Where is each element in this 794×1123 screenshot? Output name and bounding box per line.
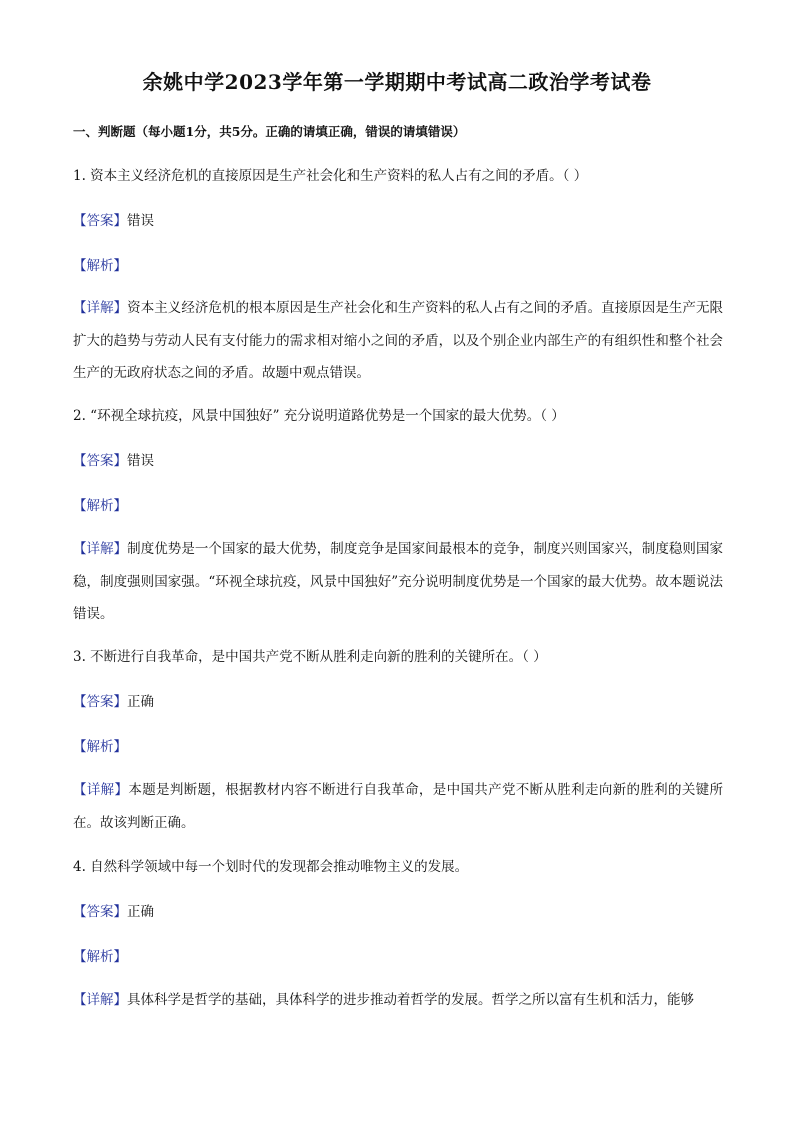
question-3-stem: 3. 不断进行自我革命，是中国共产党不断从胜利走向新的胜利的关键所在。（ ） <box>73 649 547 665</box>
detail-text: 本题是判断题，根据教材内容不断进行自我革命，是中国共产党不断从胜利走向新的胜利的关键所在。故该判断正确。 <box>73 782 724 831</box>
analysis-label: 【解析】 <box>73 949 127 965</box>
question-1-stem: 1. 资本主义经济危机的直接原因是生产社会化和生产资料的私人占有之间的矛盾。（ ） <box>73 168 588 184</box>
question-4-detail <box>73 984 723 1017</box>
question-4-stem: 4. 自然科学领域中每一个划时代的发现都会推动唯物主义的发展。 <box>73 859 469 875</box>
question-1-detail <box>73 292 723 390</box>
section-heading: 一、判断题（每小题1分，共5分。正确的请填正确，错误的请填错误） <box>73 124 466 139</box>
question-2-detail <box>73 533 723 631</box>
answer-value: 正确 <box>127 904 154 920</box>
detail-text: 制度优势是一个国家的最大优势，制度竞争是国家间最根本的竞争，制度兴则国家兴，制度稳则国家稳，制度强则国家强。“环视全球抗疫，风景中国独好”充分说明制度优势是一个国家的最大优势。故本题说法错误。 <box>73 541 724 622</box>
analysis-label: 【解析】 <box>73 739 127 755</box>
question-1-answer <box>73 205 733 237</box>
answer-label: 【答案】 <box>73 213 127 229</box>
detail-label: 【详解】 <box>73 782 129 798</box>
answer-value: 错误 <box>127 453 154 469</box>
detail-label: 【详解】 <box>73 541 128 557</box>
question-3-detail <box>73 774 723 839</box>
analysis-label: 【解析】 <box>73 498 127 514</box>
question-2-analysis <box>73 490 733 522</box>
detail-label: 【详解】 <box>73 300 128 316</box>
exam-title: 余姚中学2023学年第一学期期中考试高二政治学考试卷 <box>142 70 652 94</box>
question-2-answer <box>73 445 733 477</box>
answer-label: 【答案】 <box>73 453 127 469</box>
answer-value: 错误 <box>127 213 154 229</box>
question-2-stem: 2. “环视全球抗疫，风景中国独好” 充分说明道路优势是一个国家的最大优势。（ ） <box>73 408 565 424</box>
question-3-analysis <box>73 731 733 763</box>
answer-label: 【答案】 <box>73 694 127 710</box>
question-4-analysis <box>73 941 733 973</box>
detail-label: 【详解】 <box>73 992 127 1008</box>
detail-text: 资本主义经济危机的根本原因是生产社会化和生产资料的私人占有之间的矛盾。直接原因是生产无限扩大的趋势与劳动人民有支付能力的需求相对缩小之间的矛盾，以及个别企业内部生产的有组织性和整个社会生产的无政府状态之间的矛盾。故题中观点错误。 <box>73 300 724 381</box>
detail-text: 具体科学是哲学的基础，具体科学的进步推动着哲学的发展。哲学之所以富有生机和活力，能够 <box>127 992 694 1008</box>
question-4-answer <box>73 896 733 928</box>
answer-label: 【答案】 <box>73 904 127 920</box>
answer-value: 正确 <box>127 694 154 710</box>
question-1-analysis <box>73 250 733 282</box>
question-3-answer <box>73 686 733 718</box>
analysis-label: 【解析】 <box>73 258 127 274</box>
